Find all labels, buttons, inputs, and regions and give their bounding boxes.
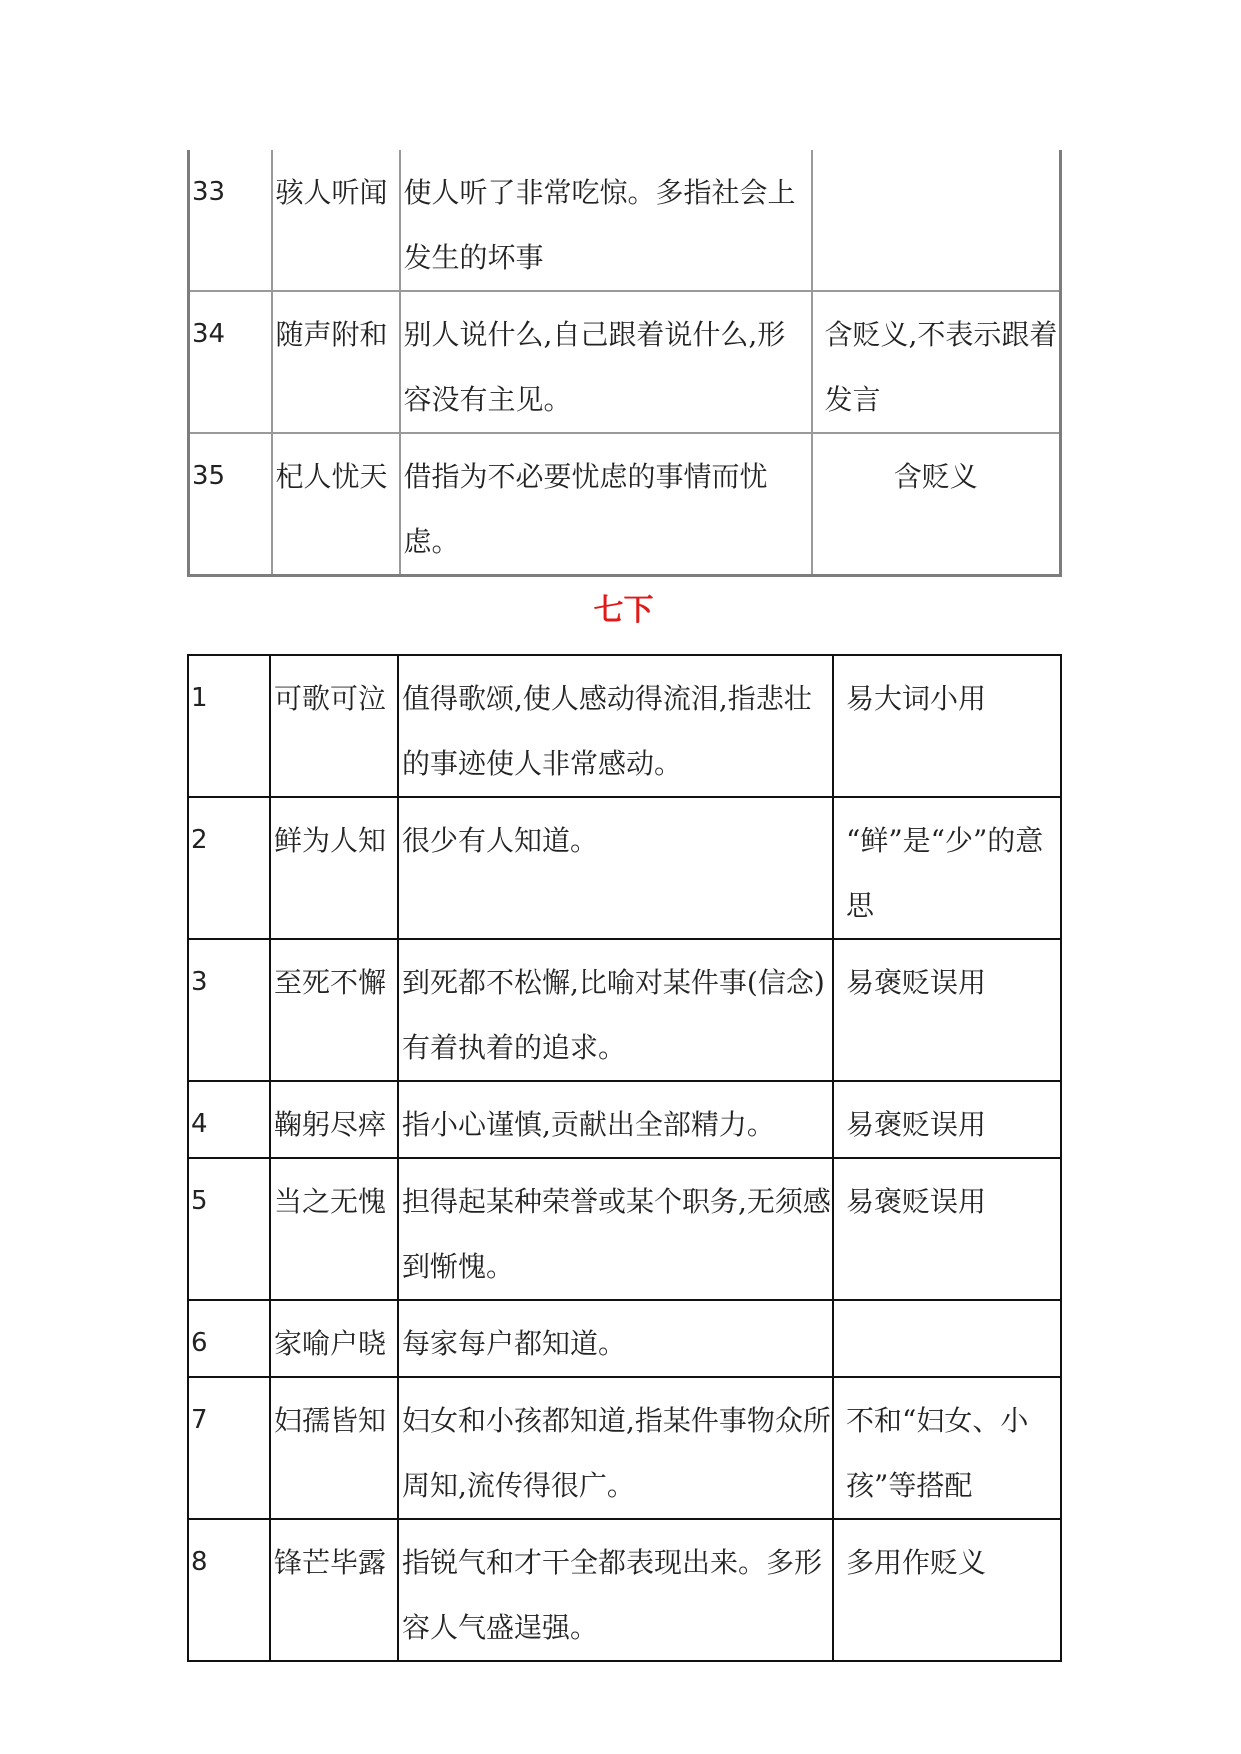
meaning-cell: 指小心谨慎,贡献出全部精力。 [398,1081,833,1158]
meaning-cell: 每家每户都知道。 [398,1300,833,1377]
table-row [188,655,1061,797]
meaning-cell: 借指为不必要忧虑的事情而忧虑。 [400,433,812,576]
table-row [189,433,1061,576]
idiom-table [187,654,1062,1662]
idiom-cell: 至死不懈 [270,939,398,1081]
idiom-table-continued [187,150,1062,577]
section-heading: 七下 [593,593,654,628]
row-number: 3 [188,939,270,1081]
table-row [188,939,1061,1081]
note-cell: 含贬义,不表示跟着发言 [812,291,1061,433]
idiom-cell: 家喻户晓 [270,1300,398,1377]
note-cell: “鲜”是“少”的意思 [833,797,1061,939]
meaning-cell: 担得起某种荣誉或某个职务,无须感到惭愧。 [398,1158,833,1300]
row-number: 6 [188,1300,270,1377]
meaning-cell: 妇女和小孩都知道,指某件事物众所周知,流传得很广。 [398,1377,833,1519]
row-number: 34 [189,291,272,433]
table-row [189,150,1061,291]
row-number: 2 [188,797,270,939]
meaning-cell: 到死都不松懈,比喻对某件事(信念)有着执着的追求。 [398,939,833,1081]
table-row [188,1519,1061,1661]
idiom-cell: 锋芒毕露 [270,1519,398,1661]
note-cell [812,150,1061,291]
table-row [188,1081,1061,1158]
note-cell: 不和“妇女、小孩”等搭配 [833,1377,1061,1519]
idiom-cell: 鲜为人知 [270,797,398,939]
row-number: 33 [189,150,272,291]
table-row [189,291,1061,433]
idiom-cell: 骇人听闻 [272,150,400,291]
row-number: 5 [188,1158,270,1300]
meaning-cell: 别人说什么,自己跟着说什么,形容没有主见。 [400,291,812,433]
row-number: 1 [188,655,270,797]
table-row [188,1377,1061,1519]
idiom-cell: 杞人忧天 [272,433,400,576]
idiom-cell: 当之无愧 [270,1158,398,1300]
note-cell: 多用作贬义 [833,1519,1061,1661]
note-cell: 易褒贬误用 [833,1081,1061,1158]
idiom-cell: 鞠躬尽瘁 [270,1081,398,1158]
note-cell [833,1300,1061,1377]
note-cell: 易褒贬误用 [833,939,1061,1081]
note-cell: 易大词小用 [833,655,1061,797]
note-cell: 含贬义 [812,433,1061,576]
idiom-cell: 妇孺皆知 [270,1377,398,1519]
idiom-cell: 随声附和 [272,291,400,433]
table-row [188,797,1061,939]
row-number: 8 [188,1519,270,1661]
meaning-cell: 使人听了非常吃惊。多指社会上发生的坏事 [400,150,812,291]
table-row [188,1158,1061,1300]
row-number: 7 [188,1377,270,1519]
row-number: 4 [188,1081,270,1158]
meaning-cell: 指锐气和才干全都表现出来。多形容人气盛逞强。 [398,1519,833,1661]
note-cell: 易褒贬误用 [833,1158,1061,1300]
row-number: 35 [189,433,272,576]
meaning-cell: 值得歌颂,使人感动得流泪,指悲壮的事迹使人非常感动。 [398,655,833,797]
idiom-cell: 可歌可泣 [270,655,398,797]
table-row [188,1300,1061,1377]
meaning-cell: 很少有人知道。 [398,797,833,939]
